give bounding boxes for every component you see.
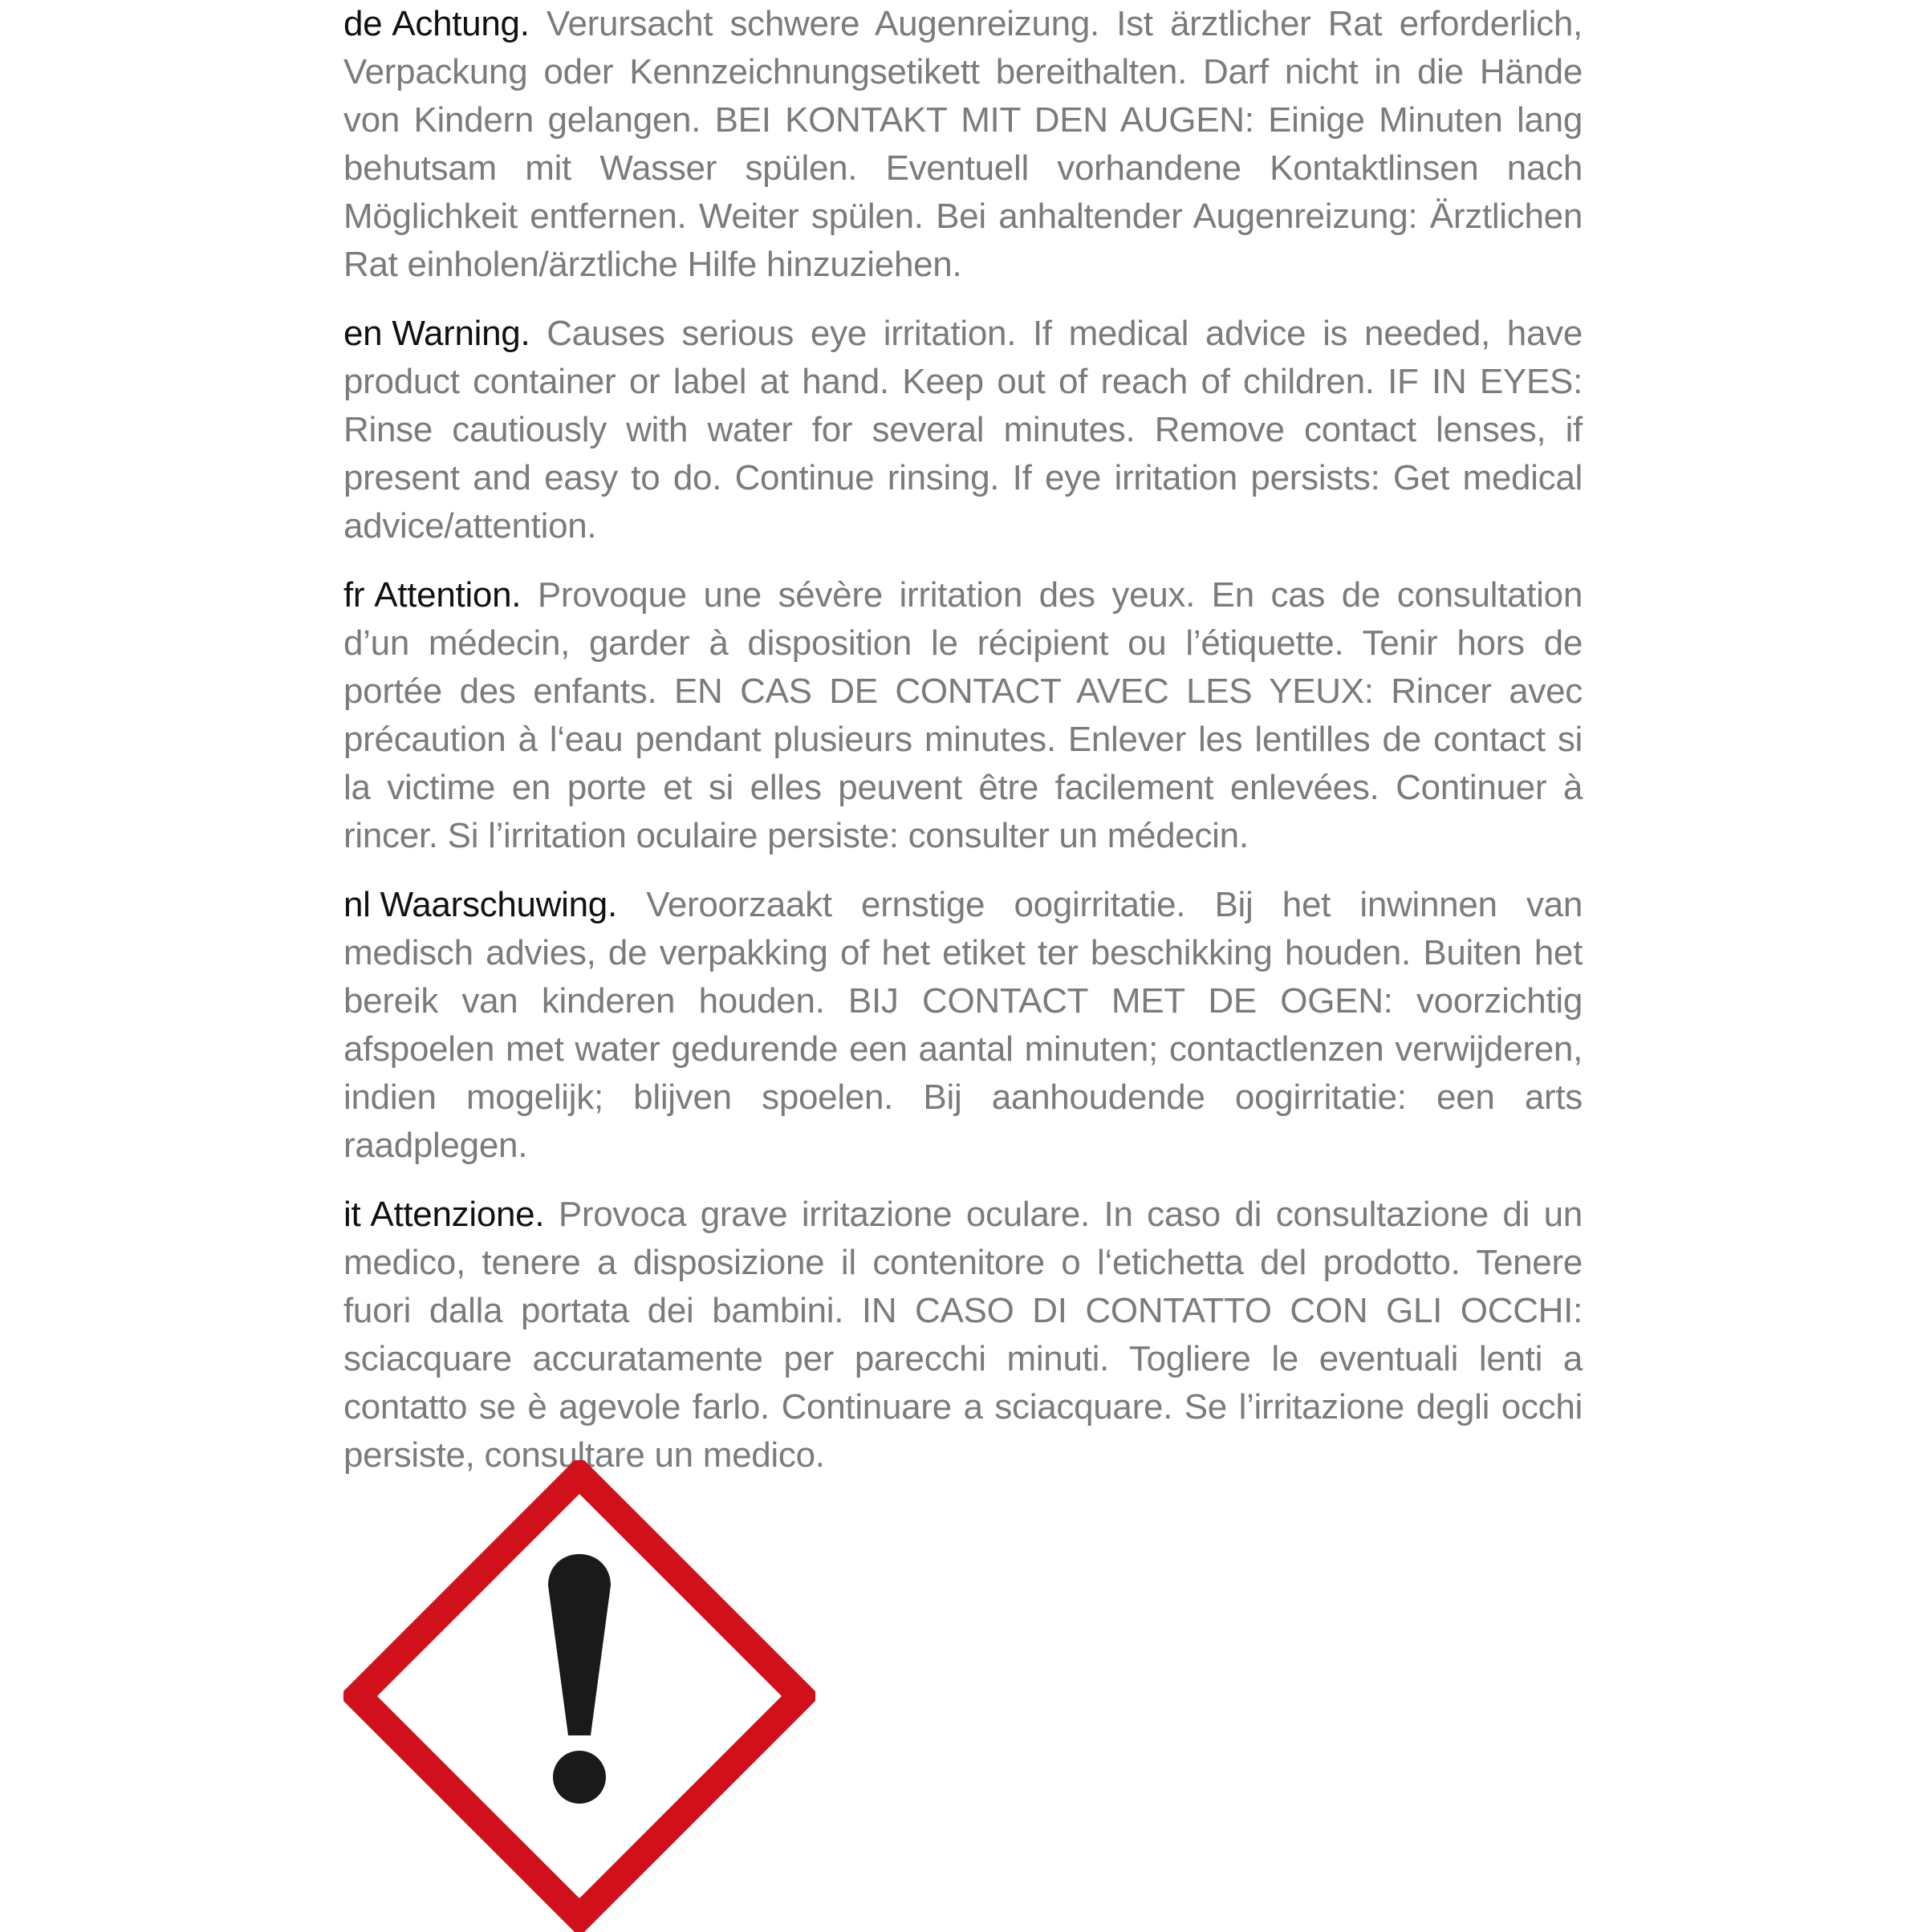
warning-text: Verursacht schwere Augenreizung. Ist ärztlicher Rat erforderlich, Verpackung oder Kennzeichnungsetikett bereithalten. Darf nicht in die Hände von Kindern gelangen. BEI KONTAKT MIT DEN AUGEN: Einige Minuten lang behutsam mit Wasser spülen. Eventuell vorhandene Kontaktlinsen nach Möglichkeit entfernen. Weiter spülen. Bei anhaltender Augenreizung: Ärztlichen Rat einholen/ärztliche Hilfe hinzuziehen. bbox=[343, 4, 1583, 284]
warning-block-en bbox=[343, 310, 1583, 550]
warning-text: Provoca grave irritazione oculare. In caso di consultazione di un medico, tenere a disposizione il contenitore o l‘etichetta del prodotto. Tenere fuori dalla portata dei bambini. IN CASO DI CONTATTO CON GLI OCCHI: sciacquare accuratamente per parecchi minuti. Togliere le eventuali lenti a contatto se è agevole farlo. Continuare a sciacquare. Se l’irritazione degli occhi persiste, consultare un medico. bbox=[343, 1195, 1583, 1475]
warning-text: Veroorzaakt ernstige oogirritatie. Bij het inwinnen van medisch advies, de verpakking of het etiket ter beschikking houden. Buiten het bereik van kinderen houden. BIJ CONTACT MET DE OGEN: voorzichtig afspoelen met water gedurende een aantal minuten; contactlenzen verwijderen, indien mogelijk; blijven spoelen. Bij aanhoudende oogirritatie: een arts raadplegen. bbox=[343, 885, 1583, 1165]
warning-block-nl bbox=[343, 881, 1583, 1170]
warning-block-fr bbox=[343, 571, 1583, 860]
exclamation-dot bbox=[553, 1751, 606, 1804]
ghs-exclamation-mark-icon bbox=[343, 1460, 815, 1932]
language-code: en bbox=[343, 314, 383, 353]
warning-block-it bbox=[343, 1191, 1583, 1479]
language-code: nl bbox=[343, 885, 371, 924]
language-code: fr bbox=[343, 575, 365, 615]
warning-text: Causes serious eye irritation. If medical advice is needed, have product container or label at hand. Keep out of reach of children. IF IN EYES: Rinse cautiously with water for several minutes. Remove contact lenses, if present and easy to do. Continue rinsing. If eye irritation persists: Get medical advice/attention. bbox=[343, 314, 1583, 546]
warning-text-column bbox=[343, 0, 1583, 1500]
signal-word: Achtung. bbox=[392, 4, 530, 43]
signal-word: Waarschuwing. bbox=[380, 885, 617, 924]
signal-word: Attention. bbox=[374, 575, 522, 615]
signal-word: Attenzione. bbox=[370, 1195, 545, 1234]
warning-block-de bbox=[343, 0, 1583, 289]
warning-text: Provoque une sévère irritation des yeux. En cas de consultation d’un médecin, garder à disposition le récipient ou l’étiquette. Tenir hors de portée des enfants. EN CAS DE CONTACT AVEC LES YEUX: Rincer avec précaution à l‘eau pendant plusieurs minutes. Enlever les lentilles de contact si la victime en porte et si elles peuvent être facilement enlevées. Continuer à rincer. Si l’irritation oculaire persiste: consulter un médecin. bbox=[343, 575, 1583, 855]
language-code: it bbox=[343, 1195, 361, 1234]
language-code: de bbox=[343, 4, 383, 43]
signal-word: Warning. bbox=[392, 314, 530, 353]
